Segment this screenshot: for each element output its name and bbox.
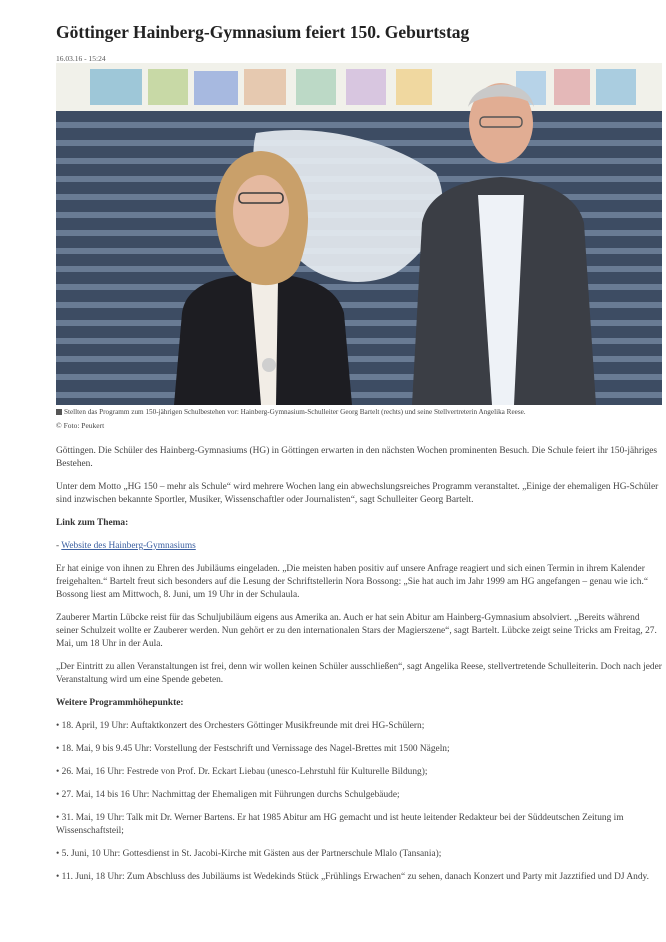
school-website-link[interactable]: Website des Hainberg-Gymnasiums [61,541,196,551]
list-item: • 11. Juni, 18 Uhr: Zum Abschluss des Jubiläums ist Wedekinds Stück „Frühlings Erwachen“ zu sehen, danach Konzert und Party mit Jazztified und DJ Andy. [56,872,649,882]
paragraph: Göttingen. Die Schüler des Hainberg-Gymnasiums (HG) in Göttingen erwarten in den nächsten Wochen prominenten Besuch. Die Schule feiert ihr 150-jähriges Bestehen. [56,446,658,469]
caption-text: Stellten das Programm zum 150-jährigen Schulbestehen vor: Hainberg-Gymnasium-Schulleiter Georg Bartelt (rechts) und seine Stellvertreterin Angelika Reese. [64,408,526,416]
list-item: • 18. April, 19 Uhr: Auftaktkonzert des Orchesters Göttinger Musikfreunde mit drei HG-Schülern; [56,721,425,731]
list-item: • 18. Mai, 9 bis 9.45 Uhr: Vorstellung der Festschrift und Vernissage des Nagel-Brettes mit 1500 Nägeln; [56,744,450,754]
link-line [56,540,662,553]
publish-date: 16.03.16 - 15:24 [56,54,106,63]
link-prefix: - [56,541,62,551]
paragraph: Er hat einige von ihnen zu Ehren des Jubiläums eingeladen. „Die meisten haben positiv auf unsere Anfrage reagiert und sich einen Termin in ihrem Kalender freigehalten.“ Bartelt freut sich besonders auf die Lesung der Schriftstellerin Nora Bossong: „Sie hat auch im Jahr 1999 am HG angefangen – genau wie ich.“ Bossong liest am Mittwoch, 8. Juni, um 19 Uhr in der Schulaula. [56,564,648,600]
page-title: Göttinger Hainberg-Gymnasium feiert 150. Geburtstag [56,22,470,42]
highlights-heading: Weitere Programmhöhepunkte: [56,698,184,708]
link-heading: Link zum Thema: [56,518,129,528]
article-photo [56,63,662,405]
list-item: • 31. Mai, 19 Uhr: Talk mit Dr. Werner Bartens. Er hat 1985 Abitur am HG gemacht und ist heute leitender Redakteur bei der Süddeutschen Zeitung im Wissenschaftsteil; [56,813,624,836]
list-item: • 26. Mai, 16 Uhr: Festrede von Prof. Dr. Eckart Liebau (unesco-Lehrstuhl für Kulturelle Bildung); [56,767,428,777]
photo-credit: © Foto: Peukert [56,421,105,430]
paragraph: Zauberer Martin Lübcke reist für das Schuljubiläum eigens aus Amerika an. Auch er hat sein Abitur am Hainberg-Gymnasium absolviert. „Bereits während seiner Schulzeit wollte er Zauberer werden. Nun gehört er zu den internationalen Stars der Magierszene“, sagt Bartelt. Lübcke zeigt seine Tricks am Freitag, 27. Mai, um 18 Uhr in der Aula. [56,613,657,649]
list-item: • 27. Mai, 14 bis 16 Uhr: Nachmittag der Ehemaligen mit Führungen durchs Schulgebäude; [56,790,400,800]
expand-icon[interactable] [56,409,62,415]
paragraph: „Der Eintritt zu allen Veranstaltungen ist frei, denn wir wollen keinen Schüler ausschließen“, sagt Angelika Reese, stellvertretende Schulleiterin. Doch nach jeder Veranstaltung wird um eine Spende gebeten. [56,662,662,685]
photo-illustration [56,63,662,405]
article-body [56,445,662,894]
paragraph: Unter dem Motto „HG 150 – mehr als Schule“ wird mehrere Wochen lang ein abwechslungsreiches Programm veranstaltet. „Einige der ehemaligen HG-Schüler sind inzwischen bekannte Sportler, Musiker, Wissenschaftler oder Journalisten“, sagt Schulleiter Georg Bartelt. [56,482,659,505]
photo-caption [56,408,526,416]
list-item: • 5. Juni, 10 Uhr: Gottesdienst in St. Jacobi-Kirche mit Gästen aus der Partnerschule Mlalo (Tansania); [56,849,442,859]
